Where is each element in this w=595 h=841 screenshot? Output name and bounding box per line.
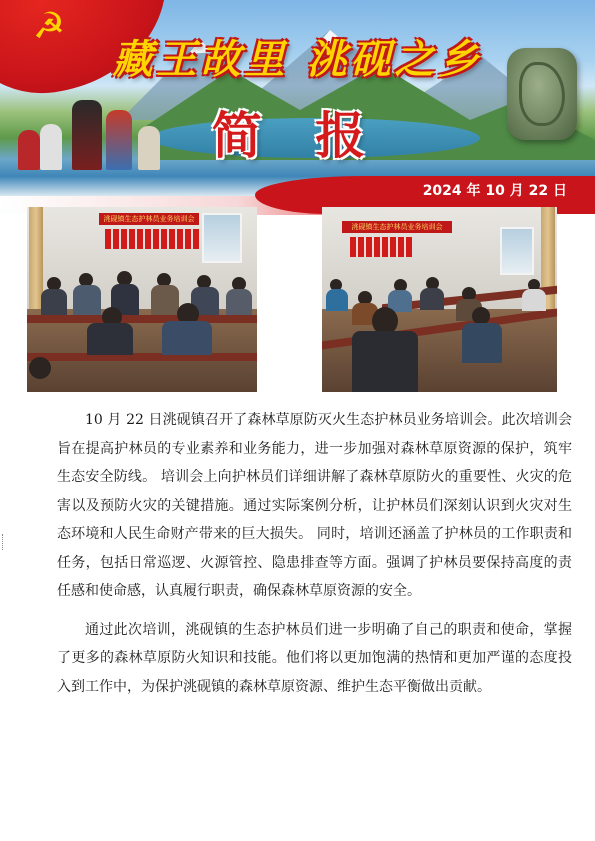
article-paragraph: 通过此次培训，洮砚镇的生态护林员们进一步明确了自己的职责和使命，掌握了更多的森林草原防火知识和技能。他们将以更加饱满的热情和更加严谨的态度投入到工作中，为保护洮砚镇的森林草原资源、维护生态平衡做出贡献。 — [57, 621, 572, 695]
training-photo-left — [27, 207, 257, 392]
banner-sub-title: 简 报 — [211, 106, 384, 165]
photo-banner-text: 洮砚镇生态护林员业务培训会 — [342, 221, 452, 233]
margin-marker — [2, 534, 5, 550]
banner-main-title: 藏王故里 洮砚之乡 — [112, 36, 483, 83]
article-body — [57, 406, 572, 701]
photo-desk — [27, 315, 257, 323]
photo-flags — [105, 229, 199, 249]
issue-date: 2024 年 10 月 22 日 — [422, 183, 567, 199]
photo-desk — [27, 353, 257, 361]
header-banner — [0, 0, 595, 215]
party-emblem-icon: ☭ — [32, 6, 66, 47]
photo-flags — [350, 237, 412, 257]
photo-banner-text: 洮砚镇生态护林员业务培训会 — [99, 213, 199, 225]
photo-window — [202, 213, 242, 263]
photo-window — [500, 227, 534, 275]
article-paragraph: 10 月 22 日洮砚镇召开了森林草原防灭火生态护林员业务培训会。此次培训会旨在提高护林员的专业素养和业务能力，进一步加强对森林草原资源的保护，筑牢生态安全防线。 培训会上向护林员们详细讲解了森林草原防火的重要性、火灾的危害以及预防火灾的关键措施。通过实际案例分析，让护林员们深刻认识到火灾对生态环境和人民生命财产带来的巨大损失。 同时，培训还涵盖了护林员的工作职责和任务，包括日常巡逻、火源管控、隐患排查等方面。强调了护林员要保持高度的责任感和使命感，认真履行职责，确保森林草原资源的安全。 — [57, 412, 572, 599]
training-photo-right — [322, 207, 557, 392]
